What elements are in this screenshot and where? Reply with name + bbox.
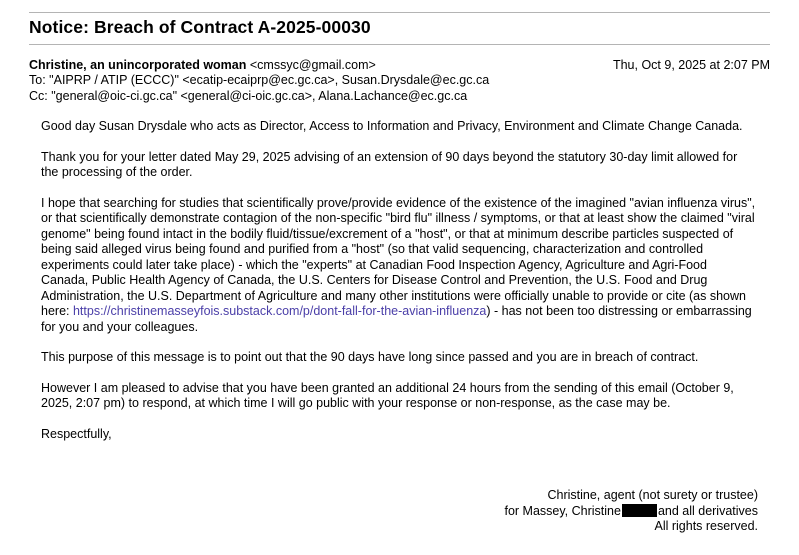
to-recipients[interactable]: "AIPRP / ATIP (ECCC)" <ecatip-ecaiprp@ec.gc.ca>, Susan.Drysdale@ec.gc.ca (49, 73, 490, 87)
paragraph-text: I hope that searching for studies that scientifically prove/provide evidence of the existence of the imagined "avian influenza virus", or that scientifically demonstrate contagion of the non-specific "bird flu" illness / symptoms, or that at least show the claimed "viral genome" being found intact in the bodily fluid/tissue/excrement of a "host", or that at minimum describe particles suspected of being said alleged virus being found and purified from a "host" (so that valid sequencing, characterization and controlled experiments could later take place) - which the "experts" at Canadian Food Inspection Agency, Agriculture and Agri-Food Canada, Public Health Agency of Canada, the U.S. Centers for Disease Control and Prevention, the U.S. Food and Drug Administration, the U.S. Department of Agriculture and many other institutions were officially unable to provide or cite (as shown here: (41, 195, 756, 318)
body-paragraph-greeting: Good day Susan Drysdale who acts as Director, Access to Information and Privacy, Environment and Climate Change Canada. (41, 119, 743, 133)
cc-label: Cc: (29, 89, 48, 103)
signature-line-3: All rights reserved. (654, 519, 758, 533)
closing-line: Respectfully, (41, 426, 112, 441)
top-divider (29, 12, 770, 13)
body-paragraph-main (41, 196, 756, 336)
sender-name[interactable]: Christine, an unincorporated woman (29, 58, 247, 72)
substack-link[interactable]: https://christinemasseyfois.substack.com/p/dont-fall-for-the-avian-influenza (72, 304, 487, 318)
header-divider (29, 44, 770, 45)
cc-line (29, 88, 467, 104)
body-paragraph-breach: This purpose of this message is to point out that the 90 days have long since passed and you are in breach of contract. (41, 350, 699, 364)
signature-name: for Massey, Christine (504, 503, 621, 518)
sender-address[interactable]: <cmssyc@gmail.com> (249, 58, 376, 72)
cc-recipients[interactable]: "general@oic-ci.gc.ca" <general@ci-oic.gc.ca>, Alana.Lachance@ec.gc.ca (51, 89, 468, 103)
signature-line-2 (504, 504, 758, 520)
email-body (41, 119, 756, 457)
signature-line-1: Christine, agent (not surety or trustee) (547, 488, 758, 502)
to-label: To: (29, 73, 46, 87)
paragraph-tail: ) - has not been too distressing or embarrassing for you and your colleagues. (41, 304, 752, 334)
to-line (29, 72, 489, 88)
redaction-box (622, 504, 657, 517)
sender-line (29, 57, 376, 73)
email-subject: Notice: Breach of Contract A-2025-00030 (29, 17, 371, 37)
email-date: Thu, Oct 9, 2025 at 2:07 PM (612, 58, 770, 72)
signature-suffix: and all derivatives (657, 503, 758, 518)
body-paragraph-deadline: However I am pleased to advise that you have been granted an additional 24 hours from the sending of this email (October 9, 2025, 2:07 pm) to respond, at which time I will go public with your response or non-response, as the case may be. (41, 380, 734, 410)
body-paragraph-thanks: Thank you for your letter dated May 29, 2025 advising of an extension of 90 days beyond the statutory 30-day limit allowed for the processing of the order. (41, 149, 738, 179)
signature-block (504, 488, 758, 535)
